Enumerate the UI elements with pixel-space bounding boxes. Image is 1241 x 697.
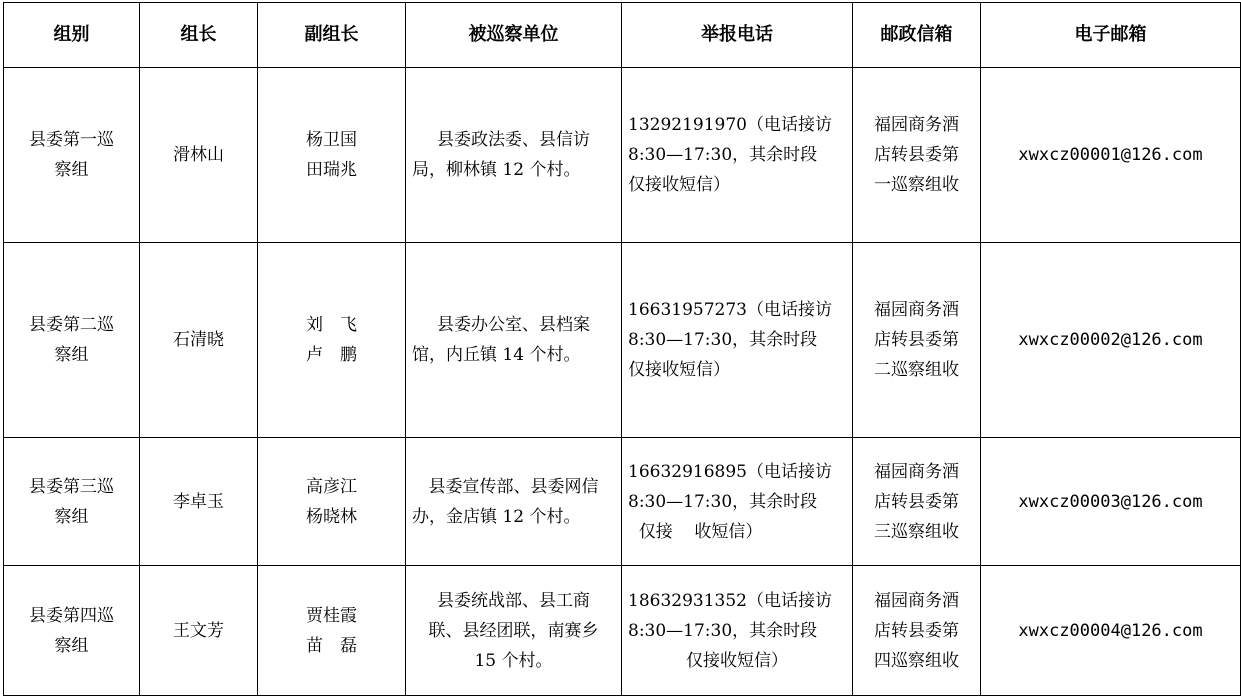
units-line: 办，金店镇 12 个村。 bbox=[412, 506, 581, 527]
phone-line: 8:30—17:30，其余时段 bbox=[628, 620, 818, 641]
mailbox-line: 福园商务酒 bbox=[874, 300, 959, 320]
group-line: 察组 bbox=[54, 506, 89, 527]
phone-cell bbox=[622, 566, 853, 696]
phone-line: 仅接收短信） bbox=[686, 650, 788, 671]
mailbox-line: 店转县委第 bbox=[874, 145, 959, 165]
mailbox-cell bbox=[853, 68, 981, 243]
table-row bbox=[4, 68, 1241, 243]
units-cell bbox=[406, 438, 622, 566]
units-cell bbox=[406, 566, 622, 696]
group-line: 察组 bbox=[54, 635, 89, 656]
phone-line: 13292191970（电话接访 bbox=[628, 115, 832, 135]
header-report-phone: 举报电话 bbox=[622, 3, 853, 68]
table-row bbox=[4, 243, 1241, 438]
phone-line: 仅接收短信） bbox=[628, 360, 730, 380]
deputy-cell bbox=[258, 438, 406, 566]
header-deputy-leader: 副组长 bbox=[258, 3, 406, 68]
deputy-name: 刘 飞 bbox=[306, 315, 357, 335]
group-line: 县委第四巡 bbox=[29, 605, 114, 626]
header-email: 电子邮箱 bbox=[981, 3, 1241, 68]
header-inspected-units: 被巡察单位 bbox=[406, 3, 622, 68]
group-line: 察组 bbox=[54, 160, 89, 180]
mailbox-line: 店转县委第 bbox=[874, 330, 959, 350]
deputy-cell bbox=[258, 68, 406, 243]
mailbox-line: 店转县委第 bbox=[874, 491, 959, 512]
phone-line: 16631957273（电话接访 bbox=[628, 300, 832, 320]
mailbox-line: 三巡察组收 bbox=[874, 521, 959, 542]
group-cell bbox=[4, 68, 140, 243]
header-row bbox=[4, 3, 1241, 68]
mailbox-line: 福园商务酒 bbox=[874, 461, 959, 482]
mailbox-cell bbox=[853, 566, 981, 696]
units-line: 局，柳林镇 12 个村。 bbox=[412, 160, 581, 180]
inspection-group-table bbox=[3, 2, 1241, 696]
email-cell: xwxcz00004@126.com bbox=[981, 566, 1241, 696]
units-line: 15 个村。 bbox=[474, 650, 553, 671]
deputy-name: 苗 磊 bbox=[306, 635, 357, 656]
phone-cell bbox=[622, 68, 853, 243]
leader-cell: 石清晓 bbox=[140, 243, 258, 438]
phone-line: 8:30—17:30，其余时段 bbox=[628, 491, 818, 512]
phone-line: 仅接 收短信） bbox=[628, 521, 763, 542]
leader-cell: 滑林山 bbox=[140, 68, 258, 243]
deputy-name: 杨晓林 bbox=[306, 506, 357, 527]
units-line: 县委政法委、县信访 bbox=[437, 130, 590, 150]
table-row bbox=[4, 566, 1241, 696]
mailbox-line: 四巡察组收 bbox=[874, 650, 959, 671]
mailbox-line: 店转县委第 bbox=[874, 620, 959, 641]
leader-cell: 李卓玉 bbox=[140, 438, 258, 566]
units-line: 县委宣传部、县委网信 bbox=[428, 476, 599, 497]
group-line: 县委第一巡 bbox=[29, 130, 114, 150]
mailbox-cell bbox=[853, 438, 981, 566]
deputy-name: 卢 鹏 bbox=[306, 345, 357, 365]
deputy-name: 贾桂霞 bbox=[306, 605, 357, 626]
mailbox-cell bbox=[853, 243, 981, 438]
email-cell: xwxcz00001@126.com bbox=[981, 68, 1241, 243]
deputy-name: 高彦江 bbox=[306, 476, 357, 497]
units-line: 县委办公室、县档案 bbox=[437, 315, 590, 335]
mailbox-line: 二巡察组收 bbox=[874, 360, 959, 380]
phone-line: 8:30—17:30，其余时段 bbox=[628, 145, 818, 165]
phone-line: 8:30—17:30，其余时段 bbox=[628, 330, 818, 350]
header-leader: 组长 bbox=[140, 3, 258, 68]
units-line: 馆，内丘镇 14 个村。 bbox=[412, 345, 581, 365]
phone-line: 仅接收短信） bbox=[628, 175, 730, 195]
email-cell: xwxcz00003@126.com bbox=[981, 438, 1241, 566]
phone-line: 16632916895（电话接访 bbox=[628, 461, 832, 482]
units-cell bbox=[406, 243, 622, 438]
group-line: 县委第二巡 bbox=[29, 315, 114, 335]
header-group: 组别 bbox=[4, 3, 140, 68]
deputy-name: 杨卫国 bbox=[306, 130, 357, 150]
deputy-cell bbox=[258, 566, 406, 696]
group-cell bbox=[4, 566, 140, 696]
group-cell bbox=[4, 438, 140, 566]
header-postal-box: 邮政信箱 bbox=[853, 3, 981, 68]
units-cell bbox=[406, 68, 622, 243]
deputy-cell bbox=[258, 243, 406, 438]
deputy-name: 田瑞兆 bbox=[306, 160, 357, 180]
units-line: 县委统战部、县工商 bbox=[437, 590, 590, 611]
mailbox-line: 福园商务酒 bbox=[874, 115, 959, 135]
phone-cell bbox=[622, 438, 853, 566]
mailbox-line: 福园商务酒 bbox=[874, 590, 959, 611]
mailbox-line: 一巡察组收 bbox=[874, 175, 959, 195]
email-cell: xwxcz00002@126.com bbox=[981, 243, 1241, 438]
group-line: 察组 bbox=[54, 345, 89, 365]
group-cell bbox=[4, 243, 140, 438]
leader-cell: 王文芳 bbox=[140, 566, 258, 696]
phone-cell bbox=[622, 243, 853, 438]
phone-line: 18632931352（电话接访 bbox=[628, 590, 832, 611]
table-row bbox=[4, 438, 1241, 566]
units-line: 联、县经团联，南赛乡 bbox=[428, 620, 599, 641]
group-line: 县委第三巡 bbox=[29, 476, 114, 497]
